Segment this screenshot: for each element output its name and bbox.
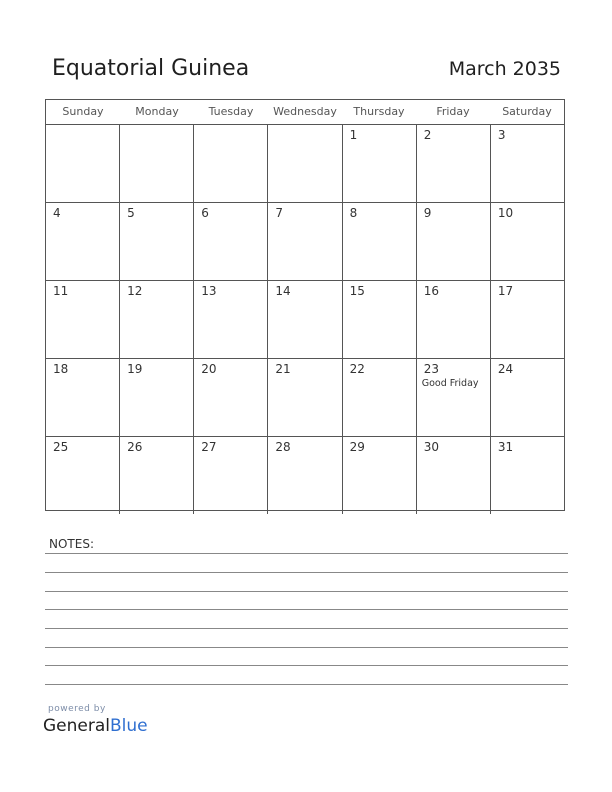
day-cell xyxy=(343,359,417,436)
notes-line xyxy=(45,553,568,554)
day-number: 6 xyxy=(201,206,209,220)
day-number: 23 xyxy=(423,362,439,376)
week-row xyxy=(46,437,564,514)
day-cell xyxy=(46,203,120,280)
day-cell xyxy=(343,437,417,514)
day-cell xyxy=(417,203,491,280)
day-cell xyxy=(120,125,194,202)
day-number: 10 xyxy=(497,206,514,220)
day-cell xyxy=(268,125,342,202)
weekday-thursday: Thursday xyxy=(353,105,405,118)
day-cell xyxy=(417,125,491,202)
weekday-saturday: Saturday xyxy=(502,105,552,118)
day-cell xyxy=(120,203,194,280)
calendar-weeks xyxy=(46,125,564,514)
notes-line xyxy=(45,665,568,666)
day-cell xyxy=(417,437,491,514)
day-number: 1 xyxy=(349,128,358,142)
day-number: 26 xyxy=(127,440,143,454)
day-cell xyxy=(120,437,194,514)
day-number: 3 xyxy=(497,128,506,142)
day-number: 21 xyxy=(275,362,291,376)
week-row xyxy=(46,359,564,437)
day-number: 22 xyxy=(349,362,365,376)
day-number: 9 xyxy=(423,206,432,220)
day-number: 17 xyxy=(497,284,514,298)
day-cell xyxy=(120,281,194,358)
generalblue-logo xyxy=(43,716,148,736)
day-number: 2 xyxy=(423,128,432,142)
weekday-tuesday: Tuesday xyxy=(208,105,254,118)
holiday-label: Good Friday xyxy=(421,378,479,389)
notes-label: NOTES: xyxy=(49,537,94,551)
day-cell xyxy=(417,359,491,436)
notes-line xyxy=(45,609,568,610)
day-cell xyxy=(268,203,342,280)
notes-line xyxy=(45,591,568,592)
day-cell xyxy=(491,203,564,280)
week-row xyxy=(46,125,564,203)
day-cell xyxy=(268,281,342,358)
weekday-friday: Friday xyxy=(436,105,470,118)
day-number: 20 xyxy=(201,362,217,376)
day-number: 14 xyxy=(275,284,291,298)
day-cell xyxy=(46,437,120,514)
weekday-monday: Monday xyxy=(135,105,179,118)
day-cell xyxy=(194,437,268,514)
day-number: 31 xyxy=(497,440,514,454)
day-number: 8 xyxy=(349,206,358,220)
day-number: 16 xyxy=(423,284,439,298)
day-cell xyxy=(194,203,268,280)
weekday-header xyxy=(46,100,564,125)
day-number: 19 xyxy=(127,362,143,376)
day-number: 5 xyxy=(127,206,135,220)
day-number: 25 xyxy=(53,440,69,454)
day-number: 15 xyxy=(349,284,365,298)
day-number: 13 xyxy=(201,284,217,298)
day-number: 11 xyxy=(53,284,69,298)
day-number: 27 xyxy=(201,440,217,454)
day-cell xyxy=(343,203,417,280)
day-cell xyxy=(417,281,491,358)
day-cell xyxy=(120,359,194,436)
day-cell xyxy=(268,437,342,514)
weekday-sunday: Sunday xyxy=(62,105,104,118)
day-cell xyxy=(491,281,564,358)
notes-line xyxy=(45,572,568,573)
day-cell xyxy=(268,359,342,436)
day-number: 18 xyxy=(53,362,69,376)
calendar-grid xyxy=(45,99,565,511)
day-cell xyxy=(491,125,564,202)
day-number: 4 xyxy=(53,206,61,220)
country-title: Equatorial Guinea xyxy=(52,56,250,81)
day-cell xyxy=(46,125,120,202)
day-cell xyxy=(46,281,120,358)
weekday-wednesday: Wednesday xyxy=(273,105,337,118)
day-cell xyxy=(194,359,268,436)
day-number: 12 xyxy=(127,284,143,298)
brand-blue: Blue xyxy=(110,716,148,736)
day-number: 29 xyxy=(349,440,365,454)
notes-line xyxy=(45,628,568,629)
day-number: 30 xyxy=(423,440,439,454)
week-row xyxy=(46,203,564,281)
notes-line xyxy=(45,647,568,648)
powered-by-text: powered by xyxy=(48,704,106,714)
week-row xyxy=(46,281,564,359)
month-title: March 2035 xyxy=(448,58,561,80)
day-number: 7 xyxy=(275,206,284,220)
day-cell xyxy=(194,125,268,202)
brand-general: General xyxy=(43,716,110,736)
day-cell xyxy=(491,359,564,436)
day-cell xyxy=(343,125,417,202)
day-cell xyxy=(491,437,564,514)
notes-line xyxy=(45,684,568,685)
day-cell xyxy=(46,359,120,436)
day-cell xyxy=(343,281,417,358)
day-cell xyxy=(194,281,268,358)
day-number: 28 xyxy=(275,440,291,454)
day-number: 24 xyxy=(497,362,514,376)
